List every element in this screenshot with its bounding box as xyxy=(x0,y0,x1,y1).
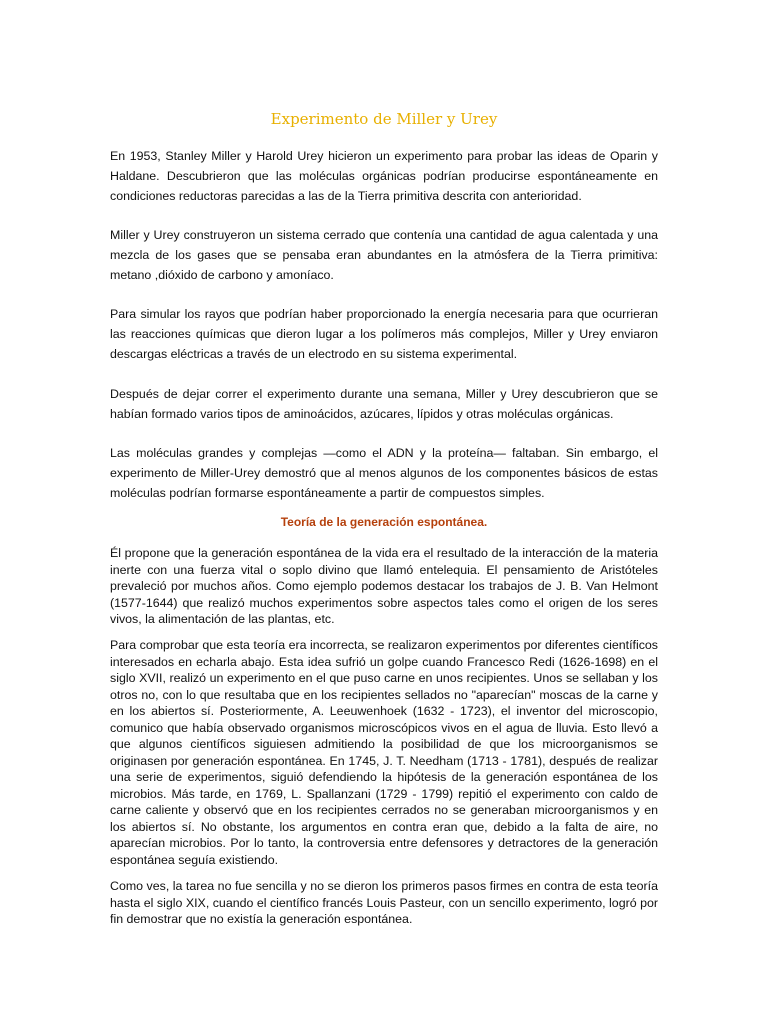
page-title: Experimento de Miller y Urey xyxy=(270,110,498,128)
paragraph-aristotle: Él propone que la generación espontánea de la vida era el resultado de la interacción de la materia inerte con una fuerza vital o soplo divino que llamó entelequia. El pensamiento de Aristóteles prevaleció por muchos años. Como ejemplo podemos destacar los trabajos de J. B. Van Helmont (1577-1644) que realizó muchos experimentos sobre aspectos tales como el origen de los seres vivos, la alimentación de las plantas, etc. xyxy=(110,546,658,626)
paragraph-intro: En 1953, Stanley Miller y Harold Urey hicieron un experimento para probar las ideas de Oparin y Haldane. Descubrieron que las moléculas orgánicas podrían producirse espontáneamente en condiciones reductoras parecidas a las de la Tierra primitiva descrita con anterioridad. xyxy=(110,149,658,203)
document-page xyxy=(110,0,658,1024)
paragraph-conclusion: Las moléculas grandes y complejas —como el ADN y la proteína— faltaban. Sin embargo, el experimento de Miller-Urey demostró que al menos algunos de los componentes básicos de estas moléculas podrían formarse espontáneamente a partir de compuestos simples. xyxy=(110,446,658,500)
paragraph-experiments: Para comprobar que esta teoría era incorrecta, se realizaron experimentos por diferentes científicos interesados en echarla abajo. Esta idea sufrió un golpe cuando Francesco Redi (1626-1698) en el siglo XVII, realizó un experimento en el que puso carne en unos recipientes. Unos se sellaban y los otros no, con lo que resultaba que en los recipientes sellados no "aparecían" moscas de la carne y en los abiertos sí. Posteriormente, A. Leeuwenhoek (1632 - 1723), el inventor del microscopio, comunico que había observado organismos microscópicos vivos en el agua de lluvia. Esto llevó a que algunos científicos siguiesen admitiendo la posibilidad de que los microorganismos se originasen por generación espontánea. En 1745, J. T. Needham (1713 - 1781), después de realizar una serie de experimentos, siguió defendiendo la hipótesis de la generación espontánea de los microbios. Más tarde, en 1769, L. Spallanzani (1729 - 1799) repitió el experimento con caldo de carne caliente y observó que en los recipientes cerrados no se generaban microorganismos y en los abiertos sí. No obstante, los argumentos en contra eran que, debido a la falta de aire, no aparecían microbios. Por lo tanto, la controversia entre defensores y detractores de la generación espontánea seguía existiendo. xyxy=(110,638,658,867)
paragraph-system: Miller y Urey construyeron un sistema cerrado que contenía una cantidad de agua calentada y una mezcla de los gases que se pensaba eran abundantes en la atmósfera de la Tierra primitiva: metano ,dióxido de carbono y amoníaco. xyxy=(110,228,658,282)
section-subtitle: Teoría de la generación espontánea. xyxy=(280,515,488,529)
paragraph-results: Después de dejar correr el experimento durante una semana, Miller y Urey descubrieron que se habían formado varios tipos de aminoácidos, azúcares, lípidos y otras moléculas orgánicas. xyxy=(110,387,658,421)
paragraph-pasteur: Como ves, la tarea no fue sencilla y no se dieron los primeros pasos firmes en contra de esta teoría hasta el siglo XIX, cuando el científico francés Louis Pasteur, con un sencillo experimento, logró por fin demostrar que no existía la generación espontánea. xyxy=(110,879,658,926)
paragraph-discharges: Para simular los rayos que podrían haber proporcionado la energía necesaria para que ocurrieran las reacciones químicas que dieron lugar a los polímeros más complejos, Miller y Urey enviaron descargas eléctricas a través de un electrodo en su sistema experimental. xyxy=(110,307,658,361)
